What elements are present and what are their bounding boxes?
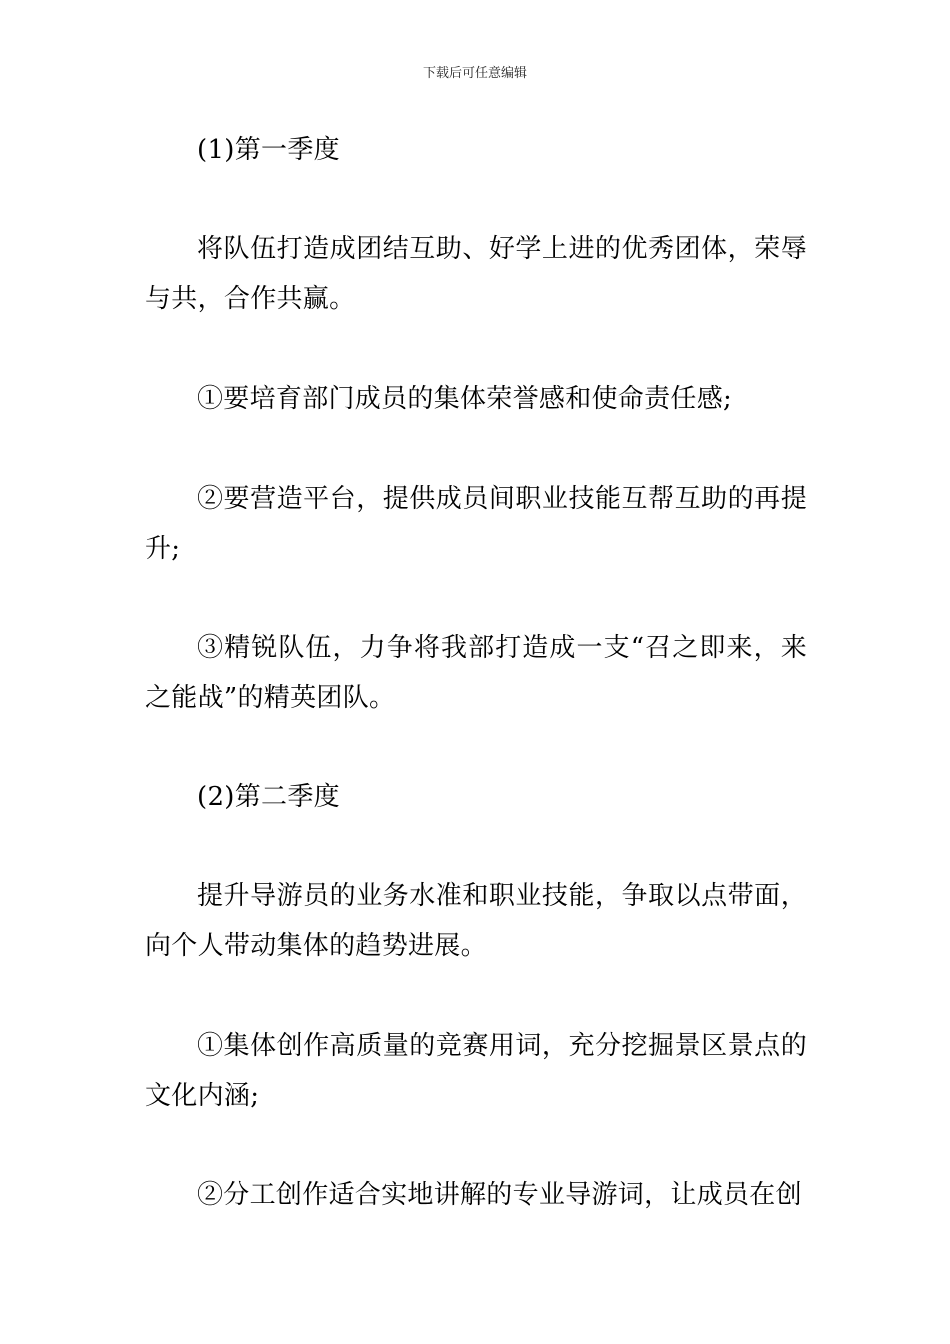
paragraph-q2-item-1: ①集体创作高质量的竞赛用词，充分挖掘景区景点的文化内涵; [145, 1031, 807, 1111]
paragraph-q1-heading: (1)第一季度 [197, 135, 340, 165]
paragraph-q1-item-3: ③精锐队伍，力争将我部打造成一支“召之即来，来之能战”的精英团队。 [145, 633, 807, 713]
paragraph-q2-item-2: ②分工创作适合实地讲解的专业导游词，让成员在创 [197, 1180, 802, 1210]
paragraph-q1-goal: 将队伍打造成团结互助、好学上进的优秀团体，荣辱与共，合作共赢。 [145, 234, 807, 314]
paragraph-q1-item-1: ①要培育部门成员的集体荣誉感和使命责任感; [197, 384, 733, 414]
paragraph-q1-item-2: ②要营造平台，提供成员间职业技能互帮互助的再提升; [145, 484, 807, 564]
page-header: 下载后可任意编辑 [422, 66, 527, 81]
paragraph-q2-heading: (2)第二季度 [197, 782, 340, 812]
paragraph-q2-goal: 提升导游员的业务水准和职业技能，争取以点带面，向个人带动集体的趋势进展。 [145, 881, 807, 961]
